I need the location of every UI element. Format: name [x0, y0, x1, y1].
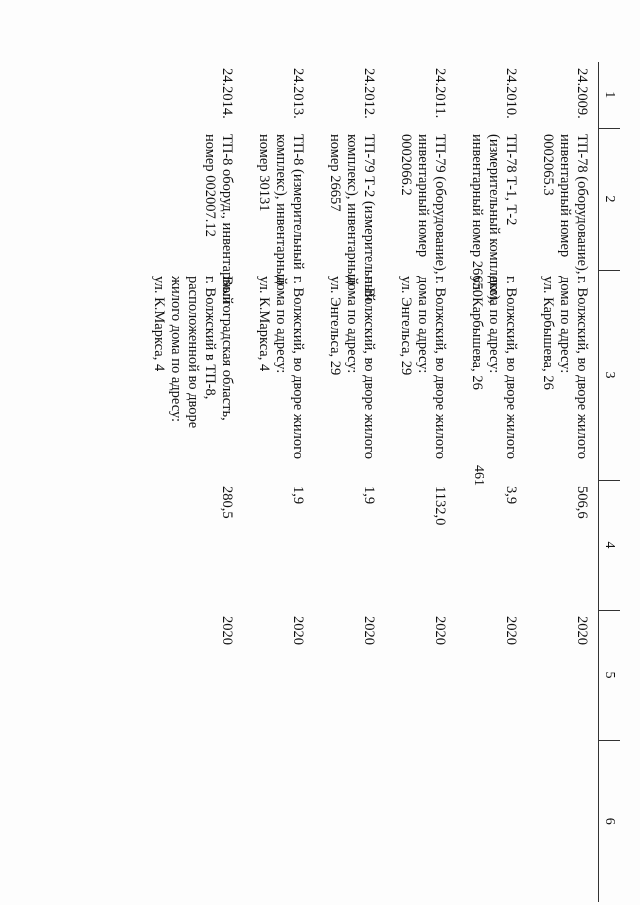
table-row: [314, 62, 385, 902]
row-number: 24.2010.: [503, 68, 519, 119]
address-line: г. Волжский, во дворе жилого: [361, 276, 377, 459]
object-name: [385, 128, 456, 275]
column-header: 5: [599, 610, 621, 740]
object-name-line: ТП-78 (оборудование),: [574, 134, 590, 275]
address-line: жилого дома по адресу:: [168, 276, 184, 423]
object-name: [314, 128, 385, 302]
empty-cell: [456, 740, 527, 902]
object-name-line: 0002066.2: [398, 134, 414, 196]
object-name-line: инвентарный номер: [557, 134, 573, 258]
object-address: [243, 270, 314, 480]
object-address: [385, 270, 456, 480]
table-header-row: [599, 62, 621, 902]
object-name-line: ТП-79 Т-2 (измерительный: [361, 134, 377, 302]
address-line: г. Волжский, во дворе жилого: [574, 276, 590, 459]
empty-cell: [385, 740, 456, 902]
rotated-table-frame: [20, 62, 620, 902]
address-line: дома по адресу:: [273, 276, 289, 374]
empty-cell: [243, 740, 314, 902]
table-row: [456, 62, 527, 902]
object-name: [527, 128, 599, 275]
empty-cell: [314, 740, 385, 902]
object-year: 2020: [361, 616, 377, 645]
column-header: 2: [599, 128, 621, 270]
address-line: ул. Энгельса, 29: [398, 276, 414, 376]
object-value: 3,9: [503, 486, 519, 505]
row-number: 24.2012.: [361, 68, 377, 119]
column-header: 6: [599, 740, 621, 902]
column-header: 3: [599, 270, 621, 480]
object-name-line: комплекс), инвентарный: [273, 134, 289, 286]
object-address: [527, 270, 599, 480]
object-name-line: номер 002007.12: [202, 134, 218, 237]
address-line: расположенной во дворе: [185, 276, 201, 429]
object-year: 2020: [503, 616, 519, 645]
object-year: 2020: [219, 616, 235, 645]
object-name-line: инвентарный номер 26650: [469, 134, 485, 298]
address-line: ул. К.Маркса, 4: [151, 276, 167, 372]
column-header: 1: [599, 62, 621, 128]
address-line: дома по адресу:: [344, 276, 360, 374]
address-line: ул. К.Маркса, 4: [256, 276, 272, 372]
object-value: 1132,0: [432, 486, 448, 526]
object-value: 1,9: [361, 486, 377, 505]
object-name-line: 0002065.3: [540, 134, 556, 196]
address-line: дома по адресу:: [557, 276, 573, 374]
address-line: г. Волжский в ТП-8,: [202, 276, 218, 400]
address-line: ул. Карбышева, 26: [469, 276, 485, 390]
object-name: [145, 128, 243, 305]
object-address: [314, 270, 385, 480]
object-name-line: ТП-78 Т-1, Т-2: [503, 134, 519, 226]
table-row: [145, 62, 243, 902]
object-name-line: номер 30131: [256, 134, 272, 212]
object-value: 1,9: [290, 486, 306, 505]
row-number: 24.2009.: [574, 68, 590, 119]
table-row: [527, 62, 599, 902]
address-line: г. Волжский, во дворе жилого: [290, 276, 306, 459]
object-address: [145, 270, 243, 480]
object-value: 506,6: [574, 486, 590, 519]
row-number: 24.2013.: [290, 68, 306, 119]
column-header: 4: [599, 480, 621, 610]
empty-cell: [527, 740, 599, 902]
object-name: [456, 128, 527, 304]
object-address: [456, 270, 527, 480]
address-line: г. Волжский, во дворе жилого: [432, 276, 448, 459]
object-name-line: ТП-8 (измерительный: [290, 134, 306, 270]
object-year: 2020: [432, 616, 448, 645]
address-line: Волгоградская область,: [219, 276, 235, 421]
empty-cell: [145, 740, 243, 902]
object-name-line: номер 26657: [327, 134, 343, 212]
table-row: [385, 62, 456, 902]
address-line: ул. Энгельса, 29: [327, 276, 343, 376]
object-name-line: (измерительный комплекс),: [486, 134, 502, 304]
row-number: 24.2011.: [432, 68, 448, 119]
address-line: г. Волжский, во дворе жилого: [503, 276, 519, 459]
object-name-line: комплекс), инвентарный: [344, 134, 360, 286]
object-year: 2020: [574, 616, 590, 645]
page-number: 461: [471, 465, 486, 486]
address-line: дома по адресу:: [486, 276, 502, 374]
object-value: 280,5: [219, 486, 235, 519]
table-row: [243, 62, 314, 902]
object-name: [243, 128, 314, 286]
property-table: [145, 62, 620, 902]
object-name-line: ТП-79 (оборудование),: [432, 134, 448, 275]
address-line: ул. Карбышева, 26: [540, 276, 556, 390]
object-name-line: ТП-8 оборуд., инвентарный: [219, 134, 235, 305]
object-name-line: инвентарный номер: [415, 134, 431, 258]
address-line: дома по адресу:: [415, 276, 431, 374]
row-number: 24.2014.: [219, 68, 235, 119]
object-year: 2020: [290, 616, 306, 645]
